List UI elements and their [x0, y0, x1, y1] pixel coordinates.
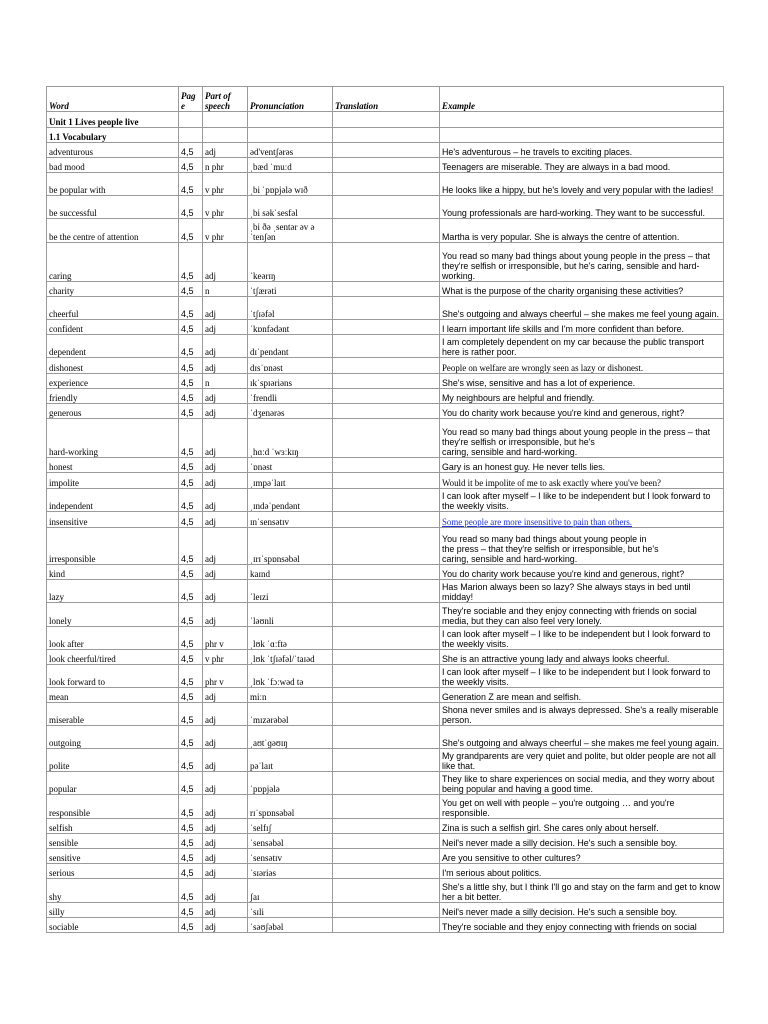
vocab-word: hard-working — [47, 419, 179, 458]
page-number: 4,5 — [179, 726, 203, 749]
translation — [333, 473, 440, 489]
table-row — [47, 580, 724, 603]
example-sentence: She's wise, sensitive and has a lot of experience. — [440, 374, 724, 389]
example-sentence: She's outgoing and always cheerful – she makes me feel young again. — [440, 726, 724, 749]
example-sentence: Has Marion always been so lazy? She always stays in bed until midday! — [440, 580, 724, 603]
part-of-speech: adj — [203, 819, 248, 834]
translation — [333, 458, 440, 473]
vocab-word: experience — [47, 374, 179, 389]
pronunciation: ˈsɪəriəs — [248, 864, 333, 879]
translation — [333, 819, 440, 834]
page-number: 4,5 — [179, 703, 203, 726]
page-number: 4,5 — [179, 389, 203, 404]
translation — [333, 849, 440, 864]
page-number: 4,5 — [179, 458, 203, 473]
pronunciation: ɪkˈspɪəriəns — [248, 374, 333, 389]
page-number: 4,5 — [179, 219, 203, 243]
page-number: 4,5 — [179, 580, 203, 603]
vocab-word: sociable — [47, 918, 179, 933]
vocab-word: irresponsible — [47, 528, 179, 565]
section-title-row — [47, 128, 724, 143]
vocab-word: confident — [47, 320, 179, 335]
pronunciation: ˌbi ðə ˌsentər əv ə ˈtenʃən — [248, 219, 333, 243]
pronunciation: ˌbæd ˈmuːd — [248, 158, 333, 173]
part-of-speech: adj — [203, 580, 248, 603]
page-number: 4,5 — [179, 650, 203, 665]
vocab-word: be the centre of attention — [47, 219, 179, 243]
example-sentence: He looks like a hippy, but he's lovely and very popular with the ladies! — [440, 173, 724, 196]
example-sentence: She's a little shy, but I think I'll go and stay on the farm and get to know her a bit better. — [440, 879, 724, 903]
pronunciation: miːn — [248, 688, 333, 703]
table-row — [47, 512, 724, 528]
table-row — [47, 243, 724, 282]
vocab-word: impolite — [47, 473, 179, 489]
page-number: 4,5 — [179, 864, 203, 879]
pronunciation: ˈsensətɪv — [248, 849, 333, 864]
pronunciation: ˈkɒnfədənt — [248, 320, 333, 335]
translation — [333, 419, 440, 458]
translation — [333, 219, 440, 243]
vocabulary-table — [46, 86, 724, 933]
translation — [333, 196, 440, 219]
example-sentence: I can look after myself – I like to be independent but I look forward to the weekly visits. — [440, 489, 724, 512]
section-title: 1.1 Vocabulary — [47, 128, 179, 143]
translation — [333, 173, 440, 196]
pronunciation: ˈpɒpjələ — [248, 772, 333, 795]
part-of-speech: phr v — [203, 627, 248, 650]
pronunciation: dɪˈpendənt — [248, 335, 333, 358]
part-of-speech: adj — [203, 795, 248, 819]
vocab-word: cheerful — [47, 297, 179, 320]
part-of-speech: adj — [203, 688, 248, 703]
example-sentence: What is the purpose of the charity organising these activities? — [440, 282, 724, 297]
vocab-word: generous — [47, 404, 179, 419]
header-row — [47, 87, 724, 112]
vocab-word: polite — [47, 749, 179, 772]
table-row — [47, 834, 724, 849]
table-row — [47, 603, 724, 627]
example-sentence: Neil's never made a silly decision. He's such a sensible boy. — [440, 903, 724, 918]
translation — [333, 335, 440, 358]
table-row — [47, 918, 724, 933]
page-number: 4,5 — [179, 473, 203, 489]
page-number: 4,5 — [179, 749, 203, 772]
page-number: 4,5 — [179, 143, 203, 158]
table-row — [47, 665, 724, 688]
table-row — [47, 219, 724, 243]
pronunciation: ˈselfɪʃ — [248, 819, 333, 834]
part-of-speech: adj — [203, 358, 248, 374]
pronunciation: ˈfrendli — [248, 389, 333, 404]
table-row — [47, 473, 724, 489]
vocab-word: silly — [47, 903, 179, 918]
translation — [333, 243, 440, 282]
page-number: 4,5 — [179, 565, 203, 580]
table-row — [47, 404, 724, 419]
part-of-speech: adj — [203, 458, 248, 473]
part-of-speech: adj — [203, 834, 248, 849]
example-sentence: Shona never smiles and is always depressed. She's a really miserable person. — [440, 703, 724, 726]
table-row — [47, 864, 724, 879]
part-of-speech: adj — [203, 528, 248, 565]
part-of-speech: adj — [203, 320, 248, 335]
vocab-word: shy — [47, 879, 179, 903]
table-row — [47, 749, 724, 772]
part-of-speech: adj — [203, 703, 248, 726]
header-part-of-speech: Part of speech — [203, 87, 248, 112]
header-example: Example — [440, 87, 724, 112]
translation — [333, 603, 440, 627]
part-of-speech: v phr — [203, 173, 248, 196]
table-row — [47, 565, 724, 580]
vocab-word: be popular with — [47, 173, 179, 196]
header-page: Pag e — [179, 87, 203, 112]
unit-title-row — [47, 112, 724, 128]
example-sentence: People on welfare are wrongly seen as lazy or dishonest. — [440, 358, 724, 374]
part-of-speech: adj — [203, 389, 248, 404]
vocab-word: look after — [47, 627, 179, 650]
example-sentence: My grandparents are very quiet and polite, but older people are not all like that. — [440, 749, 724, 772]
example-sentence: Martha is very popular. She is always the centre of attention. — [440, 219, 724, 243]
table-row — [47, 458, 724, 473]
vocab-word: charity — [47, 282, 179, 297]
part-of-speech: adj — [203, 512, 248, 528]
pronunciation: dɪsˈɒnəst — [248, 358, 333, 374]
pronunciation: ˌɪmpəˈlaɪt — [248, 473, 333, 489]
table-row — [47, 320, 724, 335]
translation — [333, 918, 440, 933]
vocab-word: responsible — [47, 795, 179, 819]
table-row — [47, 389, 724, 404]
part-of-speech: adj — [203, 879, 248, 903]
header-translation: Translation — [333, 87, 440, 112]
page-number: 4,5 — [179, 404, 203, 419]
part-of-speech: adj — [203, 473, 248, 489]
part-of-speech: adj — [203, 726, 248, 749]
header-pronunciation: Pronunciation — [248, 87, 333, 112]
part-of-speech: adj — [203, 404, 248, 419]
part-of-speech: n — [203, 282, 248, 297]
page-number: 4,5 — [179, 528, 203, 565]
table-row — [47, 297, 724, 320]
pronunciation: ˌbi ˈpɒpjələ wɪð — [248, 173, 333, 196]
page-number: 4,5 — [179, 158, 203, 173]
translation — [333, 749, 440, 772]
example-sentence: Would it be impolite of me to ask exactly where you've been? — [440, 473, 724, 489]
example-sentence: I am completely dependent on my car because the public transport here is rather poor. — [440, 335, 724, 358]
pronunciation: ˌlʊk ˈfɔːwəd tə — [248, 665, 333, 688]
page-number: 4,5 — [179, 419, 203, 458]
translation — [333, 489, 440, 512]
part-of-speech: v phr — [203, 196, 248, 219]
pronunciation: ˈkeərɪŋ — [248, 243, 333, 282]
page-number: 4,5 — [179, 320, 203, 335]
vocab-word: serious — [47, 864, 179, 879]
table-row — [47, 282, 724, 297]
table-row — [47, 358, 724, 374]
pronunciation: ˈsensəbəl — [248, 834, 333, 849]
example-sentence: I can look after myself – I like to be independent but I look forward to the weekly visits. — [440, 665, 724, 688]
example-sentence: Gary is an honest guy. He never tells lies. — [440, 458, 724, 473]
table-row — [47, 903, 724, 918]
page-number: 4,5 — [179, 688, 203, 703]
translation — [333, 688, 440, 703]
table-row — [47, 528, 724, 565]
page-number: 4,5 — [179, 173, 203, 196]
part-of-speech: adj — [203, 918, 248, 933]
translation — [333, 528, 440, 565]
pronunciation: ˈsɪli — [248, 903, 333, 918]
page-number: 4,5 — [179, 243, 203, 282]
translation — [333, 297, 440, 320]
translation — [333, 143, 440, 158]
example-sentence: You read so many bad things about young people in the press – that they're selfish or irresponsible, but he's caring, sensible and hard-working. — [440, 419, 724, 458]
translation — [333, 320, 440, 335]
page-number: 4,5 — [179, 196, 203, 219]
translation — [333, 665, 440, 688]
pronunciation: ˈsəʊʃəbəl — [248, 918, 333, 933]
vocab-word: adventurous — [47, 143, 179, 158]
table-row — [47, 627, 724, 650]
vocab-word: kind — [47, 565, 179, 580]
vocab-word: outgoing — [47, 726, 179, 749]
pronunciation: ˈtʃɪəfəl — [248, 297, 333, 320]
vocab-word: dependent — [47, 335, 179, 358]
translation — [333, 703, 440, 726]
table-row — [47, 173, 724, 196]
example-sentence: Generation Z are mean and selfish. — [440, 688, 724, 703]
page-number: 4,5 — [179, 918, 203, 933]
example-sentence: She's outgoing and always cheerful – she makes me feel young again. — [440, 297, 724, 320]
table-row — [47, 335, 724, 358]
page-number: 4,5 — [179, 603, 203, 627]
part-of-speech: adj — [203, 849, 248, 864]
example-sentence: You read so many bad things about young people in the press – that they're selfish or irresponsible, but he's caring, sensible and hard-working. — [440, 528, 724, 565]
vocab-word: sensible — [47, 834, 179, 849]
example-sentence: They're sociable and they enjoy connecting with friends on social — [440, 918, 724, 933]
table-row — [47, 819, 724, 834]
part-of-speech: adj — [203, 335, 248, 358]
pronunciation: əd'ventʃərəs — [248, 143, 333, 158]
example-sentence: You read so many bad things about young people in the press – that they're selfish or irresponsible, but he's caring, sensible and hard-working. — [440, 243, 724, 282]
table-row — [47, 419, 724, 458]
pronunciation: ˈdʒenərəs — [248, 404, 333, 419]
part-of-speech: v phr — [203, 650, 248, 665]
page-number: 4,5 — [179, 819, 203, 834]
page-number: 4,5 — [179, 489, 203, 512]
example-sentence: He's adventurous – he travels to exciting places. — [440, 143, 724, 158]
table-row — [47, 772, 724, 795]
vocab-word: mean — [47, 688, 179, 703]
pronunciation: ˌaʊtˈɡəʊɪŋ — [248, 726, 333, 749]
vocab-word: honest — [47, 458, 179, 473]
header-word: Word — [47, 87, 179, 112]
example-sentence: They like to share experiences on social media, and they worry about being popular and having a good time. — [440, 772, 724, 795]
example-sentence — [440, 512, 724, 528]
table-row — [47, 143, 724, 158]
vocab-word: lonely — [47, 603, 179, 627]
table-row — [47, 726, 724, 749]
page-number: 4,5 — [179, 665, 203, 688]
table-row — [47, 703, 724, 726]
vocab-word: miserable — [47, 703, 179, 726]
pronunciation: rɪˈspɒnsəbəl — [248, 795, 333, 819]
pronunciation: ˈmɪzərəbəl — [248, 703, 333, 726]
example-sentence: I learn important life skills and I'm more confident than before. — [440, 320, 724, 335]
part-of-speech: adj — [203, 489, 248, 512]
page-number: 4,5 — [179, 795, 203, 819]
table-row — [47, 158, 724, 173]
example-sentence: Young professionals are hard-working. They want to be successful. — [440, 196, 724, 219]
vocab-word: dishonest — [47, 358, 179, 374]
translation — [333, 374, 440, 389]
page-number: 4,5 — [179, 297, 203, 320]
page-number: 4,5 — [179, 627, 203, 650]
example-sentence: My neighbours are helpful and friendly. — [440, 389, 724, 404]
pronunciation: ˈleɪzi — [248, 580, 333, 603]
pronunciation: ˌlʊk ˈɑːftə — [248, 627, 333, 650]
translation — [333, 650, 440, 665]
pronunciation: ˈləʊnli — [248, 603, 333, 627]
vocab-word: caring — [47, 243, 179, 282]
page-number: 4,5 — [179, 903, 203, 918]
unit-title: Unit 1 Lives people live — [47, 112, 179, 128]
translation — [333, 903, 440, 918]
table-row — [47, 489, 724, 512]
translation — [333, 580, 440, 603]
table-row — [47, 374, 724, 389]
example-sentence: Teenagers are miserable. They are always in a bad mood. — [440, 158, 724, 173]
vocab-word: popular — [47, 772, 179, 795]
pronunciation: pəˈlaɪt — [248, 749, 333, 772]
table-row — [47, 879, 724, 903]
vocab-word: friendly — [47, 389, 179, 404]
vocab-word: look forward to — [47, 665, 179, 688]
pronunciation: ˈɒnəst — [248, 458, 333, 473]
example-sentence: I'm serious about politics. — [440, 864, 724, 879]
part-of-speech: adj — [203, 903, 248, 918]
part-of-speech: adj — [203, 419, 248, 458]
part-of-speech: adj — [203, 772, 248, 795]
pronunciation: ʃaɪ — [248, 879, 333, 903]
part-of-speech: n phr — [203, 158, 248, 173]
table-row — [47, 688, 724, 703]
pronunciation: ˌbi səkˈsesfəl — [248, 196, 333, 219]
translation — [333, 358, 440, 374]
example-sentence: Are you sensitive to other cultures? — [440, 849, 724, 864]
example-sentence: They're sociable and they enjoy connecting with friends on social media, but they can also feel very lonely. — [440, 603, 724, 627]
pronunciation: ˌɪrɪˈspɒnsəbəl — [248, 528, 333, 565]
part-of-speech: adj — [203, 243, 248, 282]
vocab-word: independent — [47, 489, 179, 512]
translation — [333, 726, 440, 749]
translation — [333, 834, 440, 849]
part-of-speech: adj — [203, 749, 248, 772]
pronunciation: ˌlʊk ˈtʃɪəfəl/ˈtaɪəd — [248, 650, 333, 665]
translation — [333, 864, 440, 879]
vocab-word: bad mood — [47, 158, 179, 173]
pronunciation: ɪnˈsensətɪv — [248, 512, 333, 528]
translation — [333, 772, 440, 795]
example-sentence: She is an attractive young lady and always looks cheerful. — [440, 650, 724, 665]
part-of-speech: adj — [203, 297, 248, 320]
page-number: 4,5 — [179, 282, 203, 297]
part-of-speech: n — [203, 374, 248, 389]
translation — [333, 158, 440, 173]
vocab-word: selfish — [47, 819, 179, 834]
vocab-word: sensitive — [47, 849, 179, 864]
example-sentence: You do charity work because you're kind and generous, right? — [440, 565, 724, 580]
table-row — [47, 196, 724, 219]
translation — [333, 404, 440, 419]
vocab-word: insensitive — [47, 512, 179, 528]
pronunciation: ˌhɑːd ˈwɜːkɪŋ — [248, 419, 333, 458]
vocab-word: lazy — [47, 580, 179, 603]
translation — [333, 795, 440, 819]
part-of-speech: adj — [203, 603, 248, 627]
part-of-speech: phr v — [203, 665, 248, 688]
translation — [333, 282, 440, 297]
page-number: 4,5 — [179, 512, 203, 528]
part-of-speech: adj — [203, 143, 248, 158]
table-row — [47, 849, 724, 864]
table-row — [47, 795, 724, 819]
page-number: 4,5 — [179, 374, 203, 389]
vocabulary-document — [46, 86, 723, 933]
part-of-speech: v phr — [203, 219, 248, 243]
pronunciation: kaɪnd — [248, 565, 333, 580]
part-of-speech: adj — [203, 864, 248, 879]
page-number: 4,5 — [179, 879, 203, 903]
part-of-speech: adj — [203, 565, 248, 580]
page-number: 4,5 — [179, 834, 203, 849]
translation — [333, 512, 440, 528]
translation — [333, 879, 440, 903]
pronunciation: ˌɪndəˈpendənt — [248, 489, 333, 512]
translation — [333, 565, 440, 580]
example-sentence: Zina is such a selfish girl. She cares only about herself. — [440, 819, 724, 834]
translation — [333, 627, 440, 650]
example-sentence: You get on well with people – you're outgoing … and you're responsible. — [440, 795, 724, 819]
page-number: 4,5 — [179, 849, 203, 864]
pronunciation: ˈtʃærəti — [248, 282, 333, 297]
page-number: 4,5 — [179, 335, 203, 358]
page-number: 4,5 — [179, 358, 203, 374]
example-sentence: I can look after myself – I like to be independent but I look forward to the weekly visits. — [440, 627, 724, 650]
example-sentence: Neil's never made a silly decision. He's such a sensible boy. — [440, 834, 724, 849]
example-link[interactable]: Some people are more insensitive to pain than others. — [442, 517, 633, 527]
table-row — [47, 650, 724, 665]
translation — [333, 389, 440, 404]
vocab-word: look cheerful/tired — [47, 650, 179, 665]
page-number: 4,5 — [179, 772, 203, 795]
example-sentence: You do charity work because you're kind and generous, right? — [440, 404, 724, 419]
vocab-word: be successful — [47, 196, 179, 219]
